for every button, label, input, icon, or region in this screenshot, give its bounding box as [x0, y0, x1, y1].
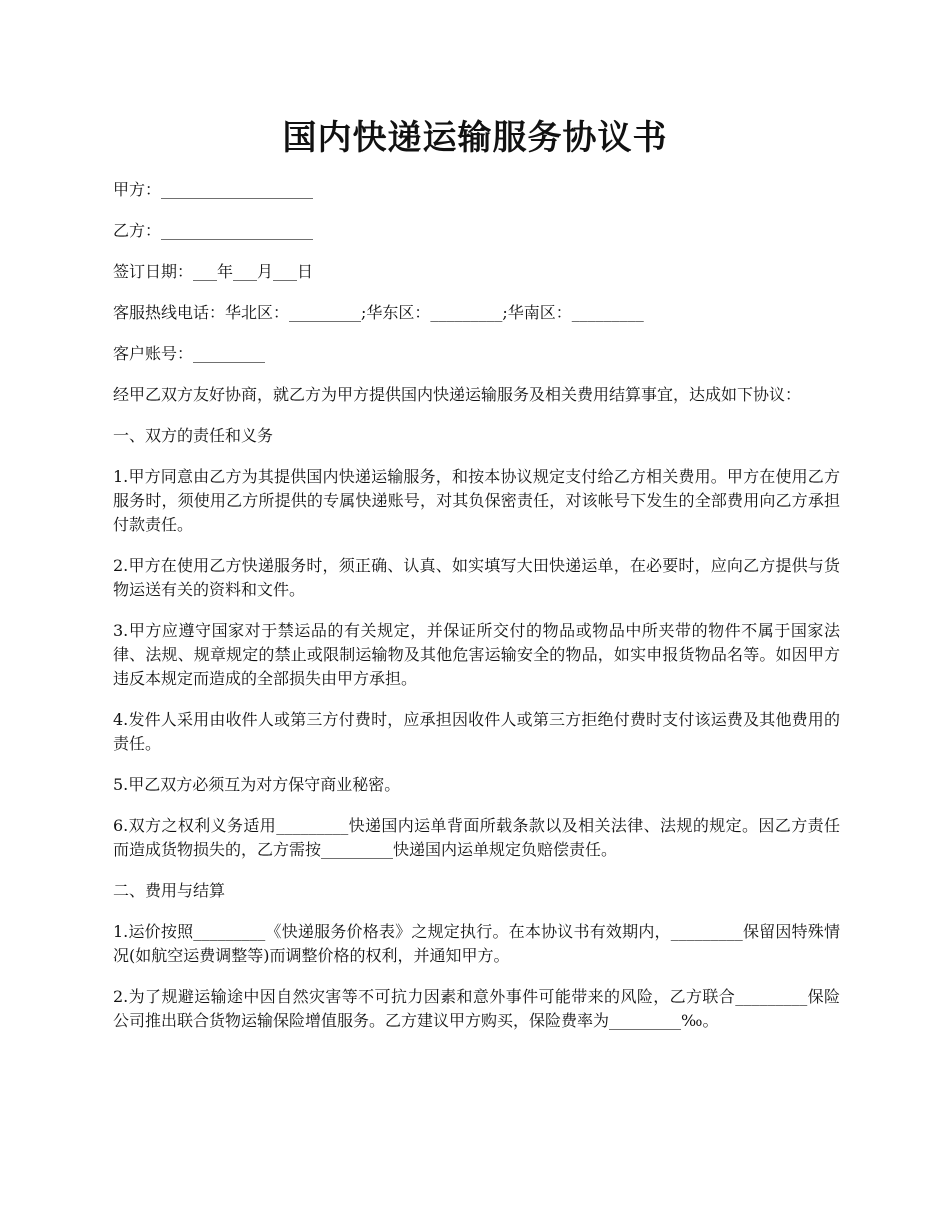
account-line: 客户账号：_________	[113, 344, 266, 363]
clause-1-5: 5.甲乙双方必须互为对方保守商业秘密。	[113, 775, 401, 794]
document-title: 国内快递运输服务协议书	[282, 118, 668, 158]
clause-1-2: 2.甲方在使用乙方快递服务时，须正确、认真、如实填写大田快递运单，在必要时，应向乙方提供与货物运送有关的资料和文件。	[113, 556, 840, 599]
signing-date-line: 签订日期：___年___月___日	[113, 262, 314, 281]
clause-2-1: 1.运价按照_________《快递服务价格表》之规定执行。在本协议书有效期内，_________保留因特殊情况(如航空运费调整等)而调整价格的权利，并通知甲方。	[113, 922, 840, 965]
clause-1-1: 1.甲方同意由乙方为其提供国内快递运输服务，和按本协议规定支付给乙方相关费用。甲方在使用乙方服务时，须使用乙方所提供的专属快递账号，对其负保密责任，对该帐号下发生的全部费用向乙方承担付款责任。	[113, 467, 840, 534]
clause-1-6: 6.双方之权利义务适用_________快递国内运单背面所载条款以及相关法律、法规的规定。因乙方责任而造成货物损失的，乙方需按_________快递国内运单规定负赔偿责任。	[113, 816, 840, 859]
clause-1-4: 4.发件人采用由收件人或第三方付费时，应承担因收件人或第三方拒绝付费时支付该运费及其他费用的责任。	[113, 710, 840, 753]
clause-1-3: 3.甲方应遵守国家对于禁运品的有关规定，并保证所交付的物品或物品中所夹带的物件不属于国家法律、法规、规章规定的禁止或限制运输物及其他危害运输安全的物品，如实申报货物品名等。如因甲方违反本规定而造成的全部损失由甲方承担。	[113, 621, 840, 688]
party-a-line: 甲方：___________________	[113, 180, 314, 199]
party-b-line: 乙方：___________________	[113, 221, 314, 240]
section-heading-fees: 二、费用与结算	[113, 881, 226, 900]
hotline-line: 客服热线电话：华北区：_________;华东区：_________;华南区：_________	[113, 303, 644, 322]
section-heading-duties: 一、双方的责任和义务	[113, 426, 274, 445]
document-body	[113, 178, 840, 1050]
preamble-paragraph: 经甲乙双方友好协商，就乙方为甲方提供国内快递运输服务及相关费用结算事宜，达成如下协议：	[113, 385, 802, 404]
clause-2-2: 2.为了规避运输途中因自然灾害等不可抗力因素和意外事件可能带来的风险，乙方联合_________保险公司推出联合货物运输保险增值服务。乙方建议甲方购买，保险费率为_________‰。	[113, 987, 840, 1030]
